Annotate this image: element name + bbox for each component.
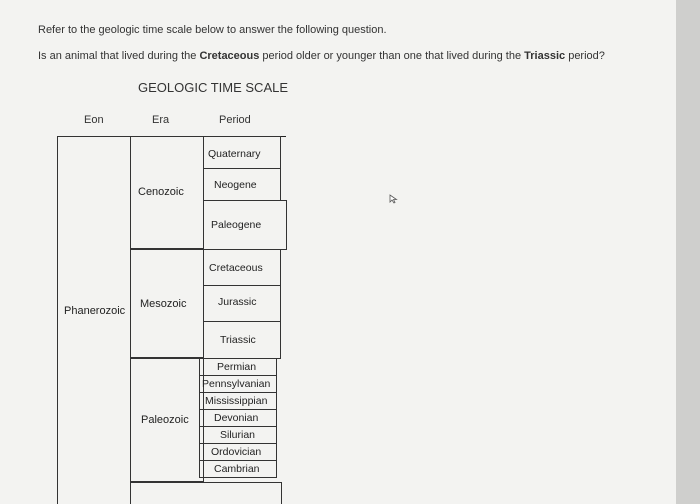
- period-quaternary: Quaternary: [208, 148, 261, 160]
- question-line-1: Refer to the geologic time scale below to answer the following question.: [38, 24, 387, 36]
- question-text-a: Is an animal that lived during the: [38, 50, 200, 62]
- question-line-2: [38, 50, 605, 62]
- header-eon: Eon: [84, 114, 104, 126]
- question-text-c: period?: [565, 50, 605, 62]
- header-period: Period: [219, 114, 251, 126]
- monitor-bezel: [676, 0, 700, 504]
- period-pennsylvanian: Pennsylvanian: [202, 378, 271, 390]
- triassic-bold: Triassic: [524, 50, 566, 62]
- eon-label: Phanerozoic: [64, 305, 126, 317]
- period-divider: [199, 392, 277, 393]
- era-box-bottom: [130, 482, 282, 504]
- era-label-paleozoic: Paleozoic: [141, 414, 189, 426]
- period-cretaceous: Cretaceous: [209, 262, 263, 274]
- period-silurian: Silurian: [220, 429, 256, 441]
- mouse-pointer-icon: [389, 194, 399, 204]
- period-triassic: Triassic: [220, 334, 256, 346]
- period-divider: [199, 409, 277, 410]
- eon-box: [57, 136, 131, 504]
- period-divider: [199, 443, 277, 444]
- cretaceous-bold: Cretaceous: [199, 50, 260, 62]
- period-cambrian: Cambrian: [214, 463, 260, 475]
- period-jurassic: Jurassic: [218, 296, 257, 308]
- question-text-b: period older or younger than one that lived during the: [259, 50, 525, 62]
- period-mississippian: Mississippian: [205, 395, 268, 407]
- period-neogene: Neogene: [214, 179, 257, 191]
- period-permian: Permian: [217, 361, 257, 373]
- period-paleogene: Paleogene: [211, 219, 262, 231]
- period-ordovician: Ordovician: [211, 446, 262, 458]
- period-devonian: Devonian: [214, 412, 259, 424]
- period-divider: [199, 460, 277, 461]
- era-label-mesozoic: Mesozoic: [140, 298, 187, 310]
- period-divider: [199, 375, 277, 376]
- chart-title: GEOLOGIC TIME SCALE: [138, 80, 289, 95]
- period-divider: [199, 426, 277, 427]
- era-label-cenozoic: Cenozoic: [138, 186, 184, 198]
- header-era: Era: [152, 114, 170, 126]
